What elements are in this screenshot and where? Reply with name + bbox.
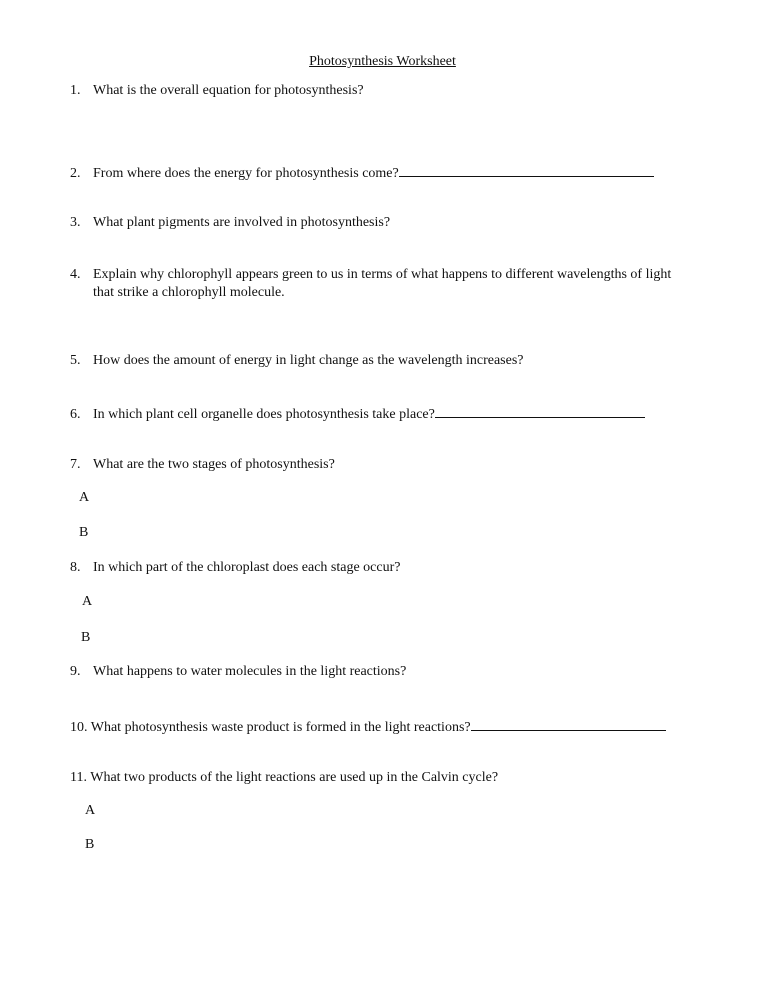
question-text: What photosynthesis waste product is formed in the light reactions? xyxy=(90,720,471,735)
question-number: 6. xyxy=(70,407,81,422)
sub-label-a: A xyxy=(85,803,96,818)
sub-label-a: A xyxy=(82,594,93,609)
question-number: 1. xyxy=(70,83,81,98)
question-11 xyxy=(70,769,498,787)
question-number: 7. xyxy=(70,457,81,472)
question-text: What is the overall equation for photosynthesis? xyxy=(93,83,364,98)
question-number: 11. xyxy=(70,770,87,785)
question-text: Explain why chlorophyll appears green to us in terms of what happens to different wavelengths of light that strike a chlorophyll molecule. xyxy=(93,267,672,300)
question-5 xyxy=(70,352,524,370)
question-number: 9. xyxy=(70,664,81,679)
question-number: 3. xyxy=(70,215,81,230)
question-text: In which part of the chloroplast does each stage occur? xyxy=(93,560,401,575)
question-3 xyxy=(70,214,390,232)
question-text: What are the two stages of photosynthesis? xyxy=(93,457,335,472)
answer-blank[interactable] xyxy=(399,163,654,177)
question-4 xyxy=(70,266,690,302)
question-number: 2. xyxy=(70,166,81,181)
question-8 xyxy=(70,559,401,577)
question-9 xyxy=(70,663,406,681)
sub-label-a: A xyxy=(79,490,90,505)
sub-label-b: B xyxy=(81,630,91,645)
question-7 xyxy=(70,456,335,474)
question-text: From where does the energy for photosynthesis come? xyxy=(93,166,399,181)
question-text: What happens to water molecules in the light reactions? xyxy=(93,664,407,679)
question-1 xyxy=(70,82,364,100)
question-10 xyxy=(70,717,666,737)
sub-label-b: B xyxy=(79,525,89,540)
question-2 xyxy=(70,163,654,183)
question-6 xyxy=(70,404,645,424)
question-number: 5. xyxy=(70,353,81,368)
sub-label-b: B xyxy=(85,837,95,852)
answer-blank[interactable] xyxy=(471,717,666,731)
question-number: 4. xyxy=(70,267,81,282)
question-text: What two products of the light reactions are used up in the Calvin cycle? xyxy=(90,770,499,785)
question-text: How does the amount of energy in light change as the wavelength increases? xyxy=(93,353,524,368)
worksheet-title: Photosynthesis Worksheet xyxy=(309,54,456,69)
question-text: In which plant cell organelle does photosynthesis take place? xyxy=(93,407,435,422)
question-number: 8. xyxy=(70,560,81,575)
question-number: 10. xyxy=(70,720,88,735)
answer-blank[interactable] xyxy=(435,404,645,418)
question-text: What plant pigments are involved in photosynthesis? xyxy=(93,215,391,230)
